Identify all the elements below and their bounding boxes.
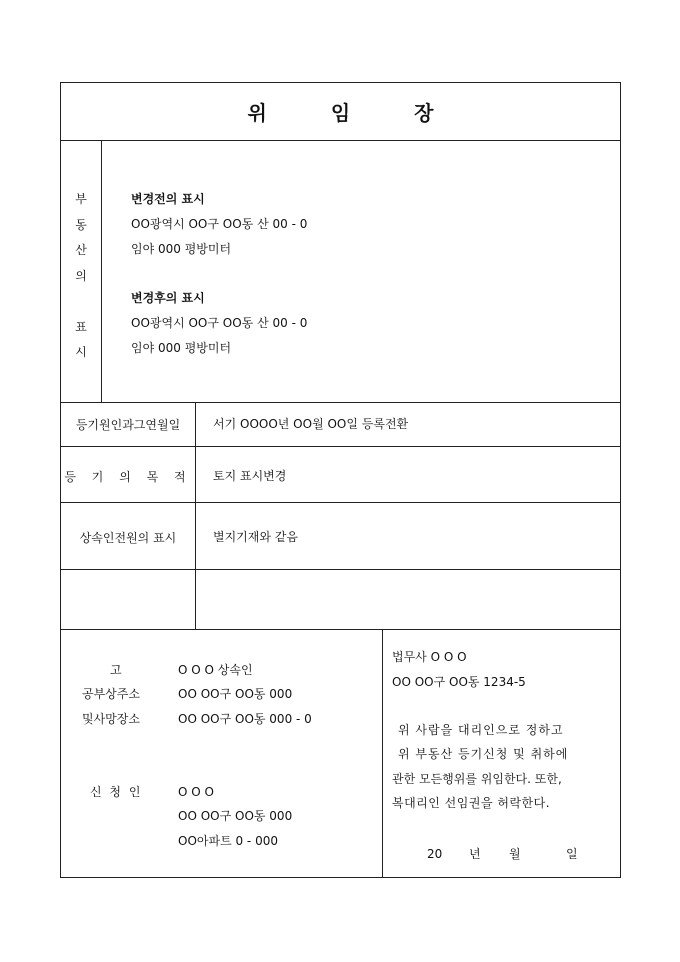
title-char: 장 [414, 101, 434, 125]
address-label: 공부상주소 [82, 687, 140, 701]
heir-value: O O O 상속인 [178, 663, 253, 677]
row-value-purpose: 토지 표시변경 [213, 469, 287, 483]
divider [195, 402, 196, 629]
death-place-label: 및사망장소 [82, 712, 140, 726]
divider [61, 629, 620, 630]
date-year-unit: 년 [469, 847, 481, 861]
heir-label: 고 [110, 663, 122, 677]
after-heading: 변경후의 표시 [131, 291, 205, 305]
after-address: OO광역시 OO구 OO동 산 00 - 0 [131, 316, 308, 330]
applicant-address: OO OO구 OO동 000 [178, 809, 293, 823]
before-heading: 변경전의 표시 [131, 192, 205, 206]
divider [61, 402, 620, 403]
power-of-attorney-form [60, 82, 621, 878]
divider [61, 569, 620, 570]
applicant-apartment: OO아파트 0 - 000 [178, 834, 278, 848]
applicant-label: 신 청 인 [90, 785, 143, 799]
agent-name: 법무사 O O O [392, 650, 467, 664]
death-place-value: OO OO구 OO동 000 - 0 [178, 712, 312, 726]
date-month-unit: 월 [509, 847, 521, 861]
agent-text-line: 위 사람을 대리인으로 정하고 [398, 723, 564, 737]
after-area: 임야 000 평방미터 [131, 341, 232, 355]
title-char: 위 [247, 101, 267, 125]
divider [101, 140, 102, 402]
row-value-cause: 서기 OOOO년 OO월 OO일 등록전환 [213, 417, 409, 431]
row-label-purpose: 등 기 의 목 적 [64, 470, 192, 484]
address-value: OO OO구 OO동 000 [178, 687, 293, 701]
agent-text-line: 복대리인 선임권을 허락한다. [392, 796, 551, 810]
agent-text-line: 위 부동산 등기신청 및 취하에 [398, 747, 569, 761]
before-area: 임야 000 평방미터 [131, 242, 232, 256]
divider [61, 446, 620, 447]
applicant-name: O O O [178, 785, 214, 799]
divider [382, 629, 383, 877]
divider [61, 502, 620, 503]
divider [61, 140, 620, 141]
agent-address: OO OO구 OO동 1234-5 [392, 675, 526, 689]
agent-text-line: 관한 모든행위를 위임한다. 또한, [392, 772, 562, 786]
title-char: 임 [330, 101, 351, 125]
date-year: 20 [427, 847, 443, 861]
row-label-heirs: 상속인전원의 표시 [79, 531, 177, 545]
row-label-cause: 등기원인과그연월일 [75, 418, 181, 432]
row-value-heirs: 별지기재와 같음 [213, 530, 298, 544]
before-address: OO광역시 OO구 OO동 산 00 - 0 [131, 217, 308, 231]
document-title [61, 83, 620, 140]
date-day-unit: 일 [566, 847, 578, 861]
property-vertical-label: 부 동 산 의 표 시 [75, 192, 87, 359]
